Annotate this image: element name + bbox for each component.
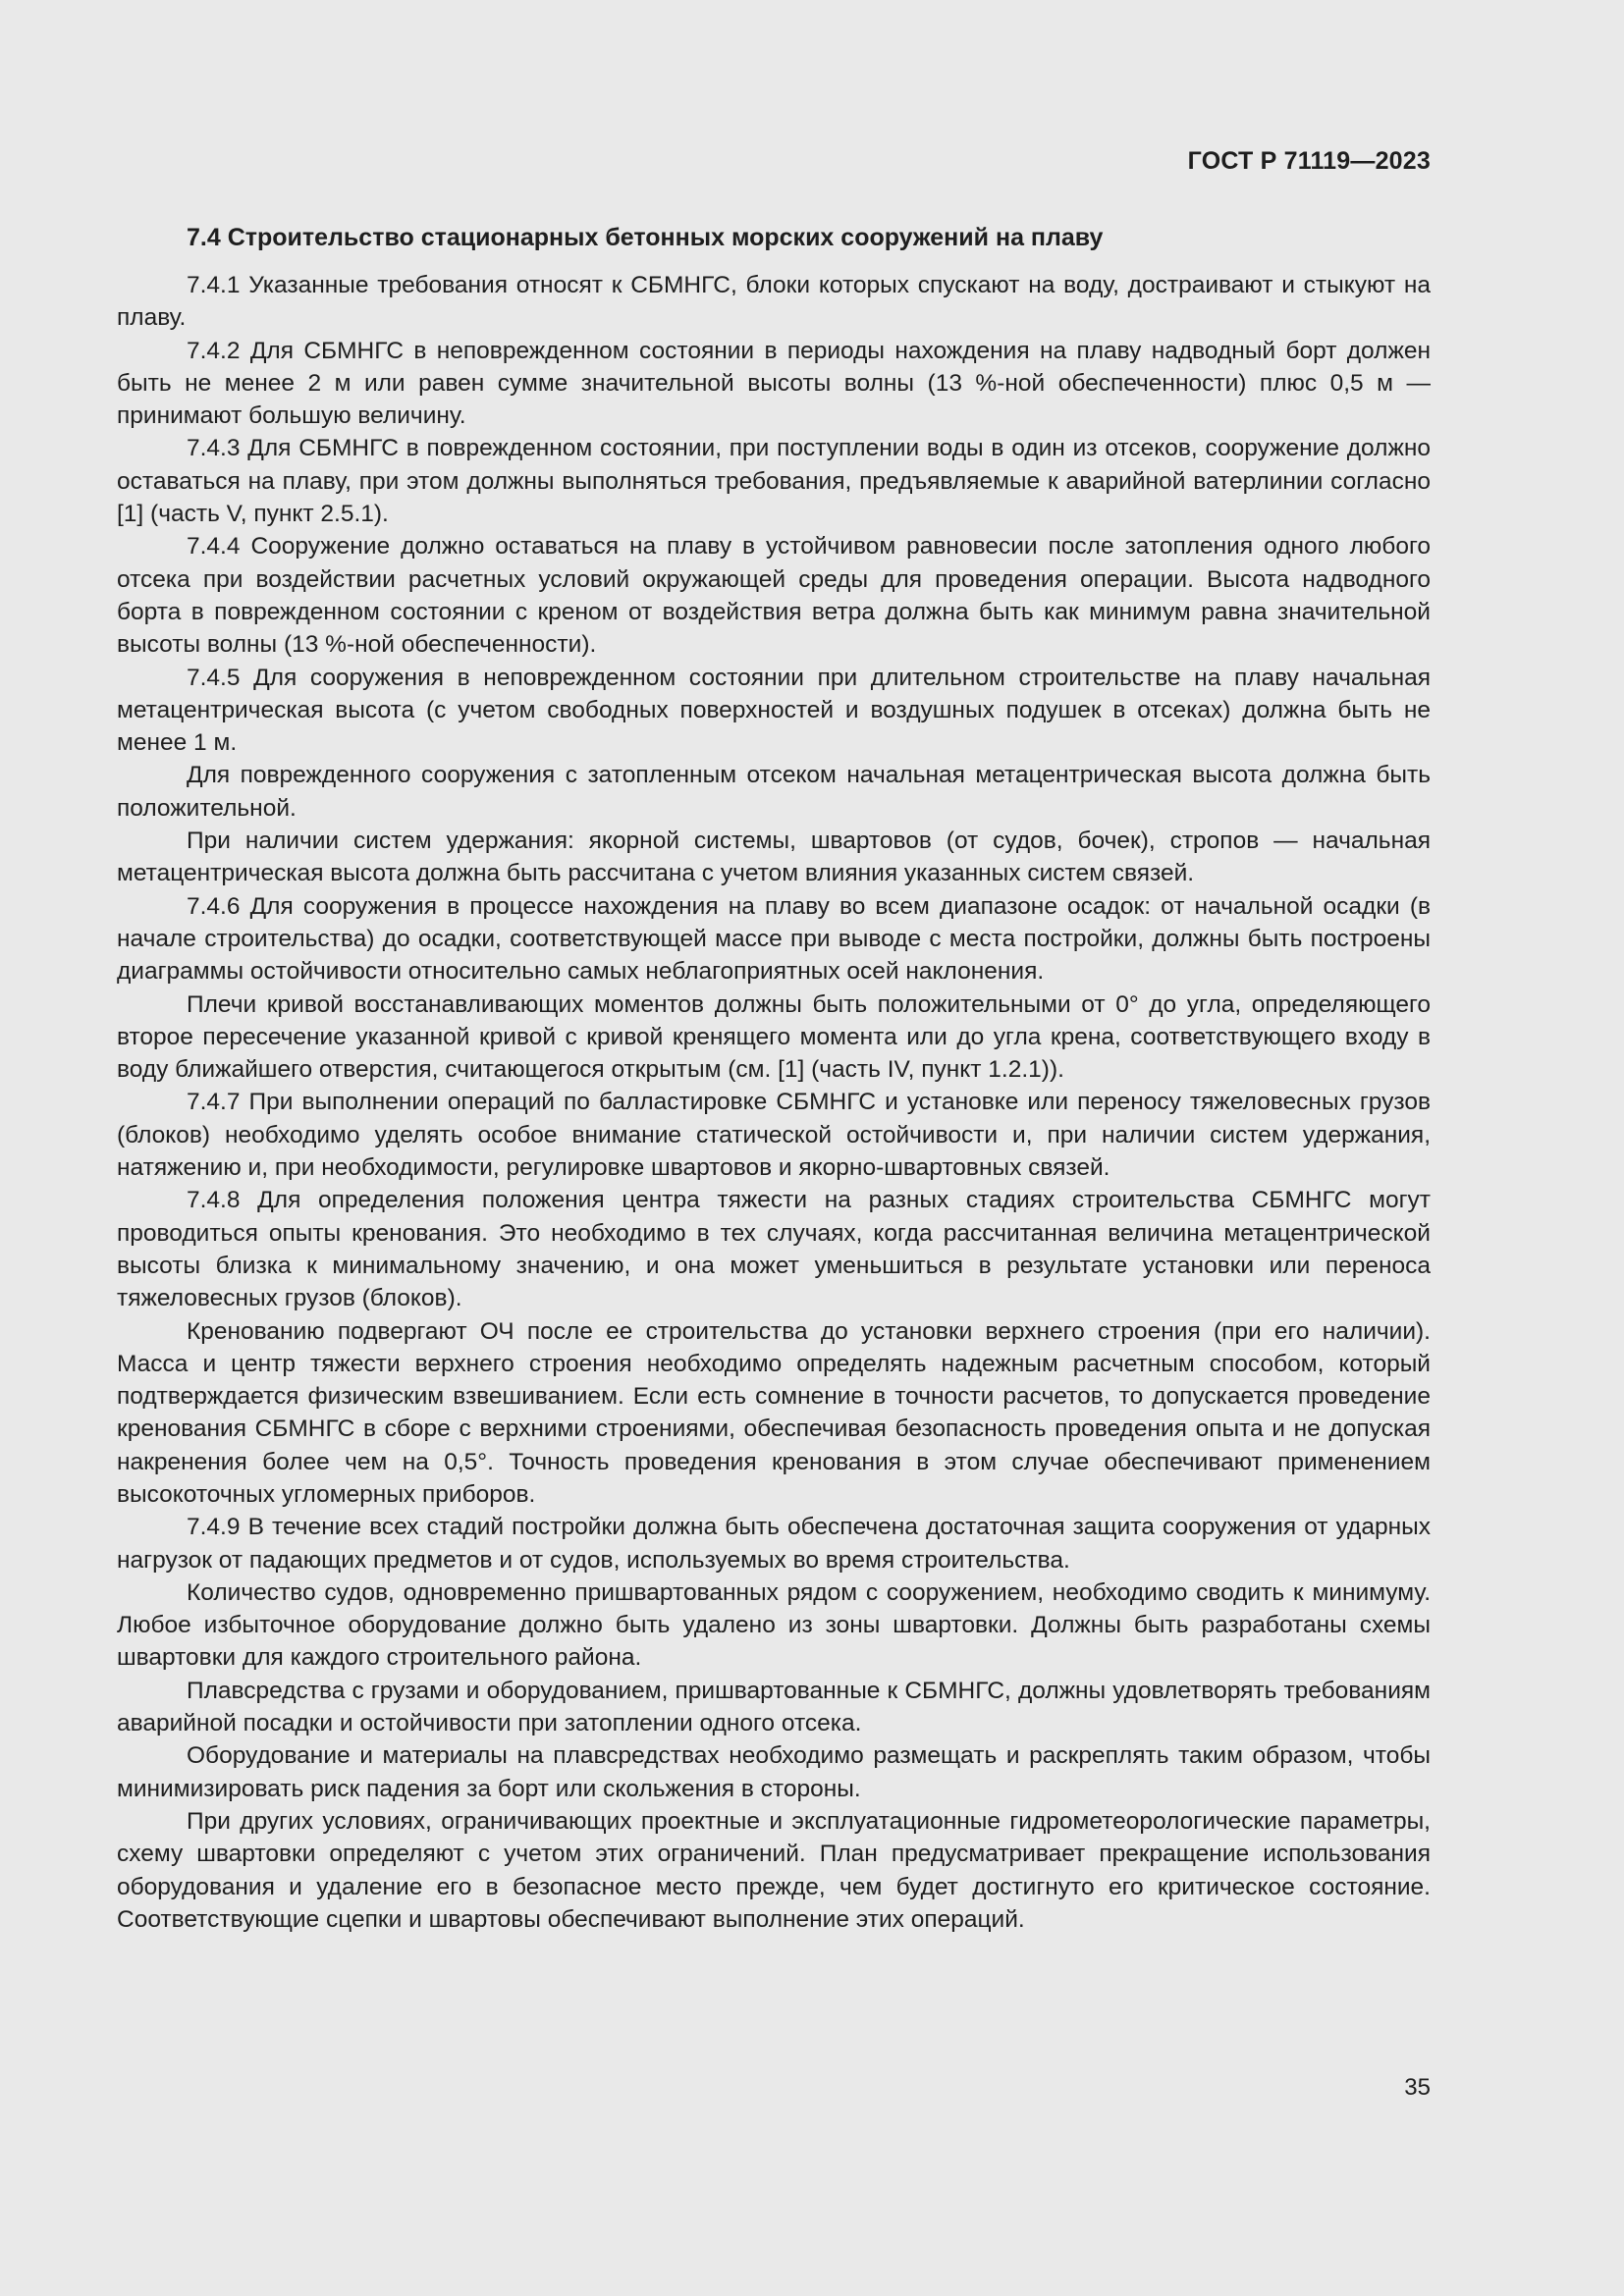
- paragraph: При наличии систем удержания: якорной системы, швартовов (от судов, бочек), стропов — начальная метацентрическая высота должна быть рассчитана с учетом влияния указанных систем связей.: [117, 828, 1431, 887]
- paragraph: 7.4.4 Сооружение должно оставаться на плаву в устойчивом равновесии после затопления одного любого отсека при воздействии расчетных условий окружающей среды для проведения операции. Высота надводного борта в поврежденном состоянии с креном от воздействия ветра должна быть как минимум равна значительной высоты волны (13 %-ной обеспеченности).: [117, 533, 1431, 659]
- paragraph: 7.4.5 Для сооружения в неповрежденном состоянии при длительном строительстве на плаву начальная метацентрическая высота (с учетом свободных поверхностей и воздушных подушек в отсеках) должна быть не менее 1 м.: [117, 664, 1431, 757]
- page-number: 35: [1404, 2074, 1431, 2101]
- paragraph: Для поврежденного сооружения с затопленным отсеком начальная метацентрическая высота должна быть положительной.: [117, 762, 1431, 822]
- paragraph: 7.4.9 В течение всех стадий постройки должна быть обеспечена достаточная защита сооружения от ударных нагрузок от падающих предметов и от судов, используемых во время строительства.: [117, 1514, 1431, 1574]
- paragraph: Плечи кривой восстанавливающих моментов должны быть положительными от 0° до угла, определяющего второе пересечение указанной кривой с кривой кренящего момента или до угла крена, соответствующего входу в воду ближайшего отверстия, считающегося открытым (см. [1] (часть IV, пункт 1.2.1)).: [117, 990, 1431, 1084]
- standard-header: ГОСТ Р 71119—2023: [1187, 147, 1431, 175]
- paragraph: Оборудование и материалы на плавсредствах необходимо размещать и раскреплять таким образом, чтобы минимизировать риск падения за борт или скольжения в стороны.: [117, 1742, 1431, 1802]
- paragraph: 7.4.1 Указанные требования относят к СБМНГС, блоки которых спускают на воду, достраивают и стыкуют на плаву.: [117, 272, 1431, 332]
- paragraph: Плавсредства с грузами и оборудованием, пришвартованные к СБМНГС, должны удовлетворять требованиям аварийной посадки и остойчивости при затоплении одного отсека.: [117, 1677, 1431, 1737]
- paragraph: 7.4.7 При выполнении операций по балластировке СБМНГС и установке или переносу тяжеловесных грузов (блоков) необходимо уделять особое внимание статической остойчивости и, при наличии систем удержания, натяжению и, при необходимости, регулировке швартовов и якорно-швартовных связей.: [117, 1089, 1431, 1182]
- paragraph: Кренованию подвергают ОЧ после ее строительства до установки верхнего строения (при его наличии). Масса и центр тяжести верхнего строения необходимо определять надежным расчетным способом, который подтверждается физическим взвешиванием. Если есть сомнение в точности расчетов, то допускается проведение кренования СБМНГС в сборе с верхними строениями, обеспечивая безопасность проведения опыта и не допуская накренения более чем на 0,5°. Точность проведения кренования в этом случае обеспечивают применением высокоточных угломерных приборов.: [117, 1317, 1431, 1508]
- paragraph: При других условиях, ограничивающих проектные и эксплуатационные гидрометеорологические параметры, схему швартовки определяют с учетом этих ограничений. План предусматривает прекращение использования оборудования и удаление его в безопасное место прежде, чем будет достигнуто его критическое состояние. Соответствующие сцепки и швартовы обеспечивают выполнение этих операций.: [117, 1807, 1431, 1933]
- paragraph: Количество судов, одновременно пришвартованных рядом с сооружением, необходимо сводить к минимуму. Любое избыточное оборудование должно быть удалено из зоны швартовки. Должны быть разработаны схемы швартовки для каждого строительного района.: [117, 1578, 1431, 1672]
- section-title: 7.4 Строительство стационарных бетонных морских сооружений на плаву: [187, 224, 1104, 251]
- paragraph: 7.4.8 Для определения положения центра тяжести на разных стадиях строительства СБМНГС могут проводиться опыты кренования. Это необходимо в тех случаях, когда рассчитанная величина метацентрической высоты близка к минимальному значению, и она может уменьшиться в результате установки или переноса тяжеловесных грузов (блоков).: [117, 1187, 1431, 1312]
- paragraph: 7.4.6 Для сооружения в процессе нахождения на плаву во всем диапазоне осадок: от начальной осадки (в начале строительства) до осадки, соответствующей массе при выводе с места постройки, должны быть построены диаграммы остойчивости относительно самых неблагоприятных осей наклонения.: [117, 892, 1431, 986]
- paragraph-list: [117, 269, 1431, 1936]
- paragraph: 7.4.3 Для СБМНГС в поврежденном состоянии, при поступлении воды в один из отсеков, сооружение должно оставаться на плаву, при этом должны выполняться требования, предъявляемые к аварийной ватерлинии согласно [1] (часть V, пункт 2.5.1).: [117, 435, 1431, 528]
- paragraph: 7.4.2 Для СБМНГС в неповрежденном состоянии в периоды нахождения на плаву надводный борт должен быть не менее 2 м или равен сумме значительной высоты волны (13 %-ной обеспеченности) плюс 0,5 м — принимают большую величину.: [117, 337, 1431, 430]
- page-content: [117, 222, 1431, 1936]
